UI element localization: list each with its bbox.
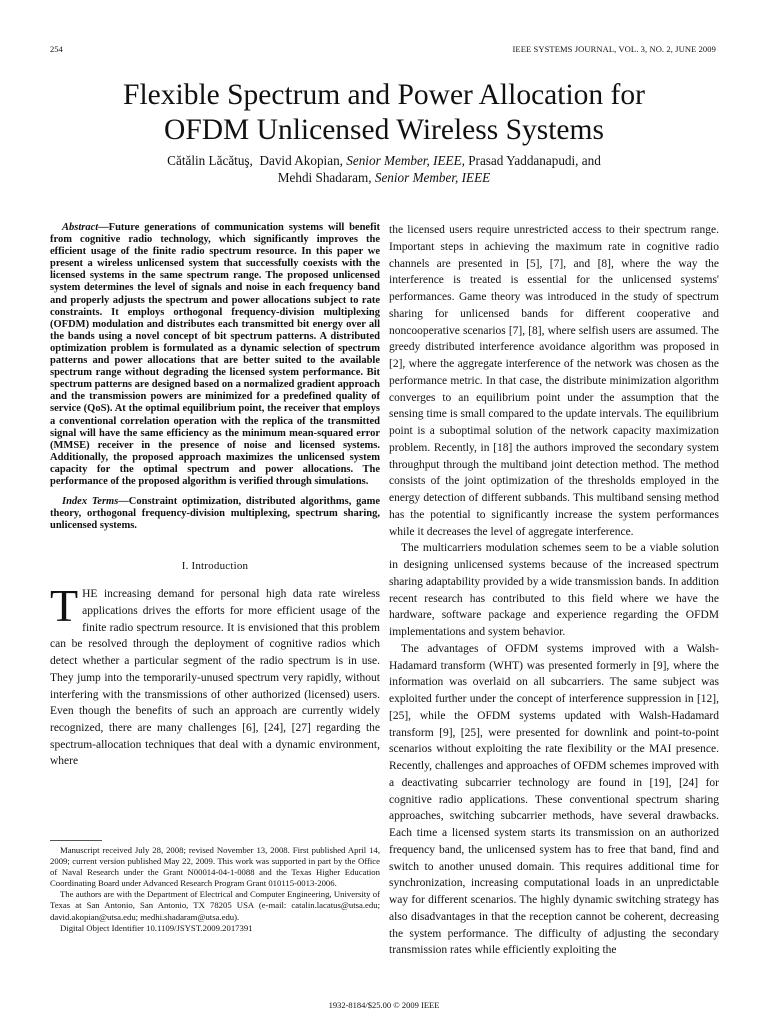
author-name: Mehdi Shadaram,	[277, 170, 372, 185]
index-terms-dash: —	[118, 496, 129, 508]
author-list	[40, 152, 728, 186]
title-line-1: Flexible Spectrum and Power Allocation for	[123, 79, 645, 111]
index-terms-lead: Index Terms	[62, 496, 119, 508]
index-terms-text: Constraint optimization, distributed algorithms, game theory, orthogonal frequency-division multiplexing, spectrum sharing, unlicensed systems.	[50, 496, 380, 532]
author-role: Senior Member, IEEE	[374, 170, 491, 185]
author-name: Cătălin Lăcătuş,	[167, 153, 253, 168]
page-number: 254	[50, 44, 63, 54]
footnote-rule	[50, 840, 102, 841]
paper-title	[40, 78, 728, 148]
body-paragraph: The advantages of OFDM systems improved with a Walsh-Hadamard transform (WHT) was presented formerly in [9], where the information was overlaid on all subcarriers. The same subject was exploited further under the concept of interference suppression in [12], [25], while the OFDM systems updated with Walsh-Hadamard transform [9], [25], were presented for downlink and point-to-point scenarios without exploiting the rate flexibility or the MAI presence. Recently, challenges and approaches of OFDM schemes improved with a deactivating subcarrier technology are found in [19], [24] for cognitive radio applications. These conventional spectrum sharing approaches, switching subcarrier methods, have several drawbacks. Each time a licensed system starts its transmission on an authorized frequency band, the unlicensed system has to free that band, find and switch to another unused domain. This requires additional time for synchronization, increasing computational loads in an unpredictable way for different scenarios. The highly dynamic switching strategy has also disadvantages in that the reception cannot be coherent, decreasing the system performance. The difficulty of adjusting the secondary transmission rates while efficiently exploiting the	[389, 642, 719, 957]
intro-text: increasing demand for personal high data rate wireless applications drives the efforts for more efficient usage of the finite radio spectrum resource. It is envisioned that this problem can be resolved through the deployment of cognitive radios which detect whether a particular segment of the radio spectrum is in use. They jump into the temporarily-unused spectrum very rapidly, without interfering with the transmissions of other authorized (licensed) users. Even though the benefits of such an approach are currently widely recognized, there are many challenges [6], [24], [27] regarding the spectrum-allocation techniques that deal with a dynamic environment, where	[50, 588, 380, 768]
body-paragraph: The multicarriers modulation schemes seem to be a viable solution in designing unlicensed systems because of the increased spectrum sharing adaptability provided by a wide transmission bands. In addition recent research has contributed to this field where we have the hardware, software package and experience regarding the OFDM implementations and system behavior.	[389, 542, 719, 638]
author-role: Senior Member, IEEE,	[346, 153, 465, 168]
footnote-doi: Digital Object Identifier 10.1109/JSYST.2009.2017391	[60, 922, 253, 933]
footnote-manuscript: Manuscript received July 28, 2008; revised November 13, 2008. First published April 14, 2009; current version published May 22, 2009. This work was supported in part by the Office of Naval Research under the Grant N00014-04-1-0088 and the Texas Higher Education Coordinating Board under Advanced Research Program Grant 010115-0013-2006.	[50, 845, 380, 889]
intro-first-word: HE	[82, 588, 98, 601]
author-name: Prasad Yaddanapudi,	[468, 153, 579, 168]
right-column	[389, 222, 719, 959]
page-footer: 1932-8184/$25.00 © 2009 IEEE	[328, 1000, 440, 1010]
title-line-2: OFDM Unlicensed Wireless Systems	[164, 114, 604, 146]
abstract-lead: Abstract	[62, 222, 99, 233]
author-name: David Akopian,	[259, 153, 343, 168]
body-paragraph: the licensed users require unrestricted access to their spectrum range. Important steps in achieving the maximum rate in cognitive radio channels are presented in [5], [7], and [8], where the way the interference is treated is essential for the unlicensed systems' performances. Game theory was introduced in the study of spectrum sharing for unlicensed bands for different cooperative and noncooperative scenarios [7], [8], where selfish users are assumed. The greedy distributed interference avoidance algorithm was proposed in [2], where the aggregate interference of the network was chosen as the performance metric. In that case, the distribute minimization algorithm converges to an equilibrium point under the assumption that the sensing time is small compared to the update intervals. The equilibrium point is a suboptimal solution of the network capacity maximization problem. Recently, in [18] the authors improved the secondary system throughput through the multiband joint detection method. The method consists of the joint optimization of the thresholds employed in the energy detection of different subbands. This multiband sensing method has the potential to significantly increase the system performances while it decreases the level of aggregate interference.	[389, 224, 719, 538]
abstract	[50, 222, 380, 488]
footnote-affiliation: The authors are with the Department of Electrical and Computer Engineering, University of Texas at San Antonio, San Antonio, TX 78205 USA (e-mail: catalin.lacatus@utsa.edu; david.akopian@utsa.edu; medhi.shadaram@utsa.edu).	[50, 889, 380, 922]
abstract-dash: —	[98, 222, 109, 233]
intro-paragraph	[50, 580, 380, 770]
footnotes	[50, 840, 380, 934]
journal-reference: IEEE SYSTEMS JOURNAL, VOL. 3, NO. 2, JUNE 2009	[512, 44, 716, 54]
dropcap: T	[50, 580, 79, 632]
index-terms	[50, 496, 380, 532]
author-conjunction: and	[581, 153, 601, 168]
section-heading: I. Introduction	[181, 560, 249, 573]
left-column	[50, 222, 380, 770]
abstract-text: Future generations of communication systems will benefit from cognitive radio technology, which significantly improves the efficient usage of the finite radio spectrum resource. In this paper we present a wireless unlicensed system that successfully coexists with the licensed systems in the same spectrum range. The proposed unlicensed system determines the level of signals and noise in each frequency band and properly adjusts the spectrum and power allocations subject to rate constraints. It employs orthogonal frequency-division multiplexing (OFDM) modulation and distributes each transmitted bit energy over all the bands using a novel concept of bit spectrum patterns. A distributed optimization problem is formulated as a dynamic selection of spectrum patterns and power allocations that are better suited to the available spectrum range without degrading the licensed system performance. Bit spectrum patterns are designed based on a normalized gradient approach and the transmission powers are minimized for a predefined quality of service (QoS). At the optimal equilibrium point, the receiver that employs a conventional correlation operation with the replica of the transmitted signal will have the same efficiency as the minimum mean-squared error (MMSE) receiver in the presence of noise and licensed systems. Additionally, the proposed approach maximizes the unlicensed system capacity for the optimal spectrum and power allocations. The performance of the proposed algorithm is verified through simulations.	[50, 222, 380, 487]
